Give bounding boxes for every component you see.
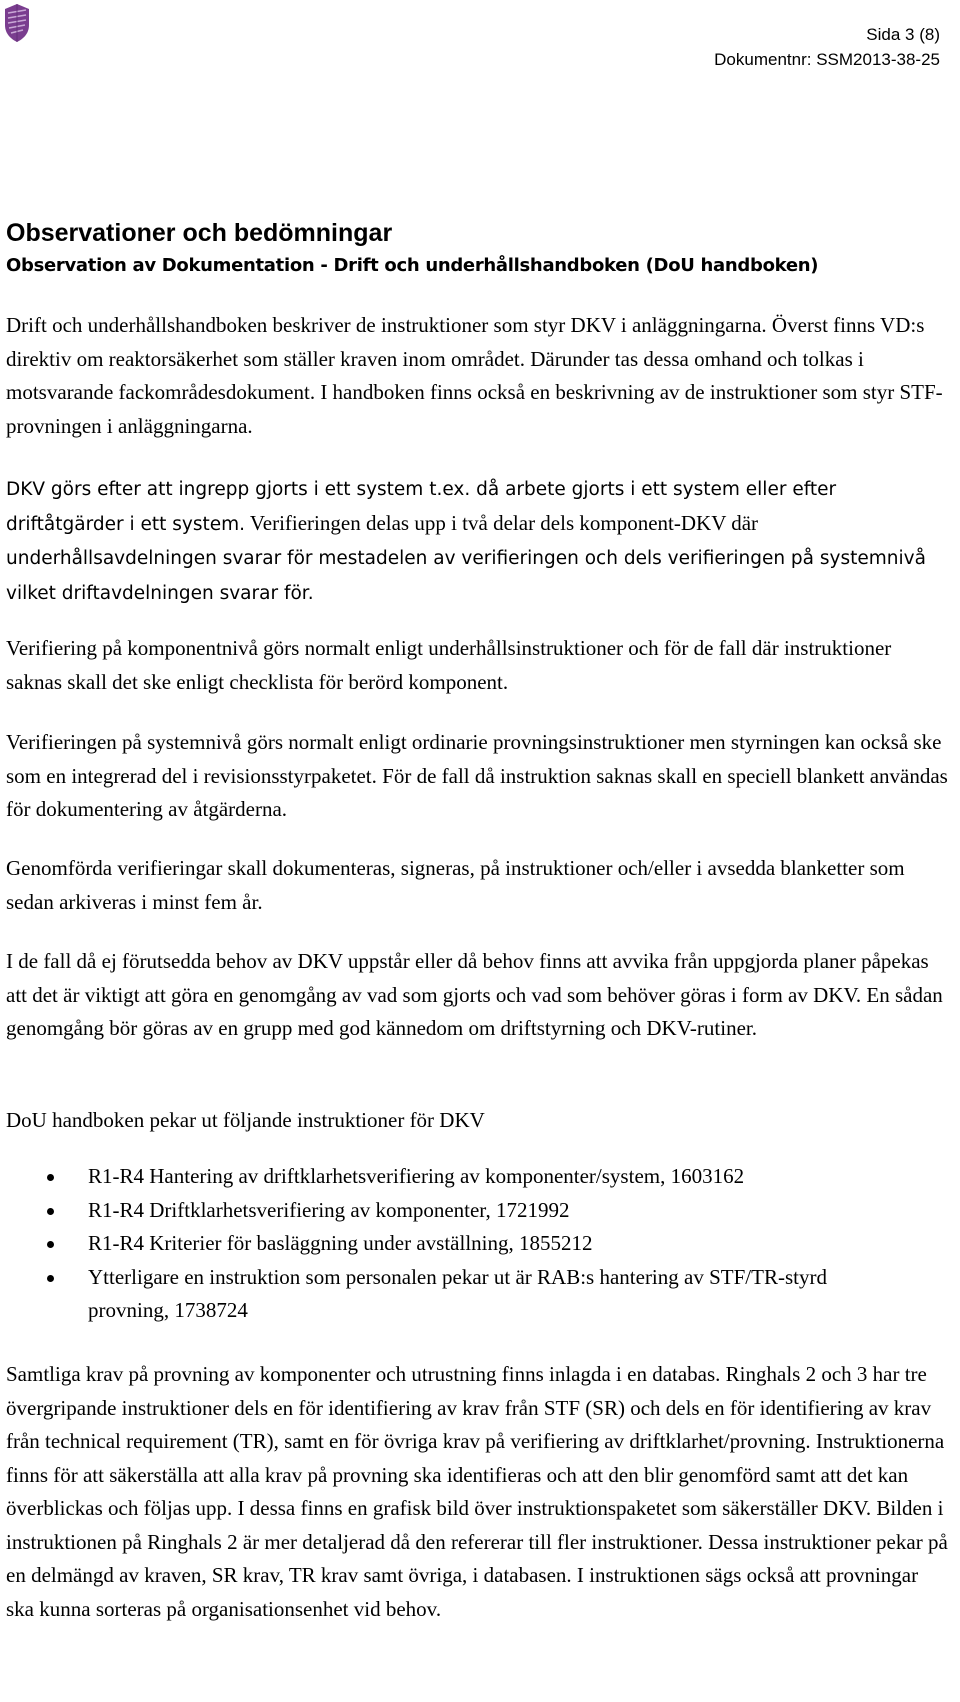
paragraph-3: Verifiering på komponentnivå görs normalt enligt underhållsinstruktioner och för de fall där instruktioner saknas skall det ske enligt checklista för berörd komponent. (6, 636, 892, 694)
paragraph-8: Samtliga krav på provning av komponenter och utrustning finns inlagda i en databas. Ringhals 2 och 3 har tre övergripande instruktioner dels en för identifiering av krav från STF (SR) och dels en för identifiering av krav från technical requirement (TR), samt en för övriga krav på verifiering av driftklarhet/provning. Instruktionerna finns för att säkerställa att alla krav på provning ska identifieras och att den blir genomförd samt att det kan överblickas och följas upp. I dessa finns en grafisk bild över instruktionspaketet som säkerställer DKV. Bilden i instruktionen på Ringhals 2 är mer detaljerad då den refererar till fler instruktioner. Dessa instruktioner pekar på en delmängd av kraven, SR krav, TR krav samt övriga, i databasen. I instruktionen sägs också att provningar ska kunna sorteras på organisationsenhet vid behov. (6, 1362, 948, 1621)
list-item (0, 1261, 950, 1328)
bullet-icon (47, 1174, 54, 1181)
paragraph-1: Drift och underhållshandboken beskriver de instruktioner som styr DKV i anläggningarna. Överst finns VD:s direktiv om reaktorsäkerhet som ställer kraven inom området. Därunder tas dessa omhand och tolkas i motsvarande fackområdesdokument. I handboken finns också en beskrivning av de instruktioner som styr STF-provningen i anläggningarna. (6, 313, 943, 438)
paragraph-7: DoU handboken pekar ut följande instruktioner för DKV (6, 1108, 485, 1132)
bullet-icon (47, 1208, 54, 1215)
paragraph-6: I de fall då ej förutsedda behov av DKV uppstår eller då behov finns att avvika från uppgjorda planer påpekas att det är viktigt att göra en genomgång av vad som gjorts och vad som behöver göras i form av DKV. En sådan genomgång bör göras av en grupp med god kännedom om driftstyrning och DKV-rutiner. (6, 949, 943, 1040)
paragraph-2 (6, 472, 951, 610)
paragraph-2-part-3: underhållsavdelningen svarar för mestadelen av verifieringen och dels verifieringen på systemnivå vilket driftavdelningen svarar för. (6, 548, 926, 604)
list-item-text: R1-R4 Driftklarhetsverifiering av komponenter, 1721992 (88, 1197, 570, 1222)
document-number: Dokumentnr: SSM2013-38-25 (714, 50, 940, 69)
instruction-list (0, 1160, 950, 1328)
paragraph-5: Genomförda verifieringar skall dokumenteras, signeras, på instruktioner och/eller i avsedda blanketter som sedan arkiveras i minst fem år. (6, 856, 905, 914)
paragraph-4: Verifieringen på systemnivå görs normalt enligt ordinarie provningsinstruktioner men styrningen kan också ske som en integrerad del i revisionsstyrpaketet. För de fall då instruktion saknas skall en speciell blankett användas för dokumentering av åtgärderna. (6, 730, 948, 821)
paragraph-2-part-2: Verifieringen delas upp i två delar dels komponent-DKV där (245, 510, 759, 535)
list-item-text: R1-R4 Kriterier för basläggning under avställning, 1855212 (88, 1231, 593, 1255)
page-number: Sida 3 (8) (866, 25, 940, 44)
section-title: Observationer och bedömningar (6, 219, 393, 247)
list-item-text: R1-R4 Hantering av driftklarhetsverifiering av komponenter/system, 1603162 (88, 1164, 745, 1188)
list-item (0, 1227, 950, 1261)
ssm-shield-logo-icon (3, 3, 31, 43)
bullet-icon (47, 1275, 54, 1282)
list-item-text: Ytterligare en instruktion som personalen pekar ut är RAB:s hantering av STF/TR-styrd provning, 1738724 (88, 1264, 827, 1322)
page-header (714, 22, 940, 72)
section-subtitle: Observation av Dokumentation - Drift och underhållshandboken (DoU handboken) (6, 255, 819, 276)
bullet-icon (47, 1241, 54, 1248)
list-item (0, 1194, 950, 1228)
paragraph-2-part-1: DKV görs efter att ingrepp gjorts i ett system t.ex. då arbete gjorts i ett system eller efter driftåtgärder i ett system. (6, 479, 837, 535)
list-item (0, 1160, 950, 1194)
